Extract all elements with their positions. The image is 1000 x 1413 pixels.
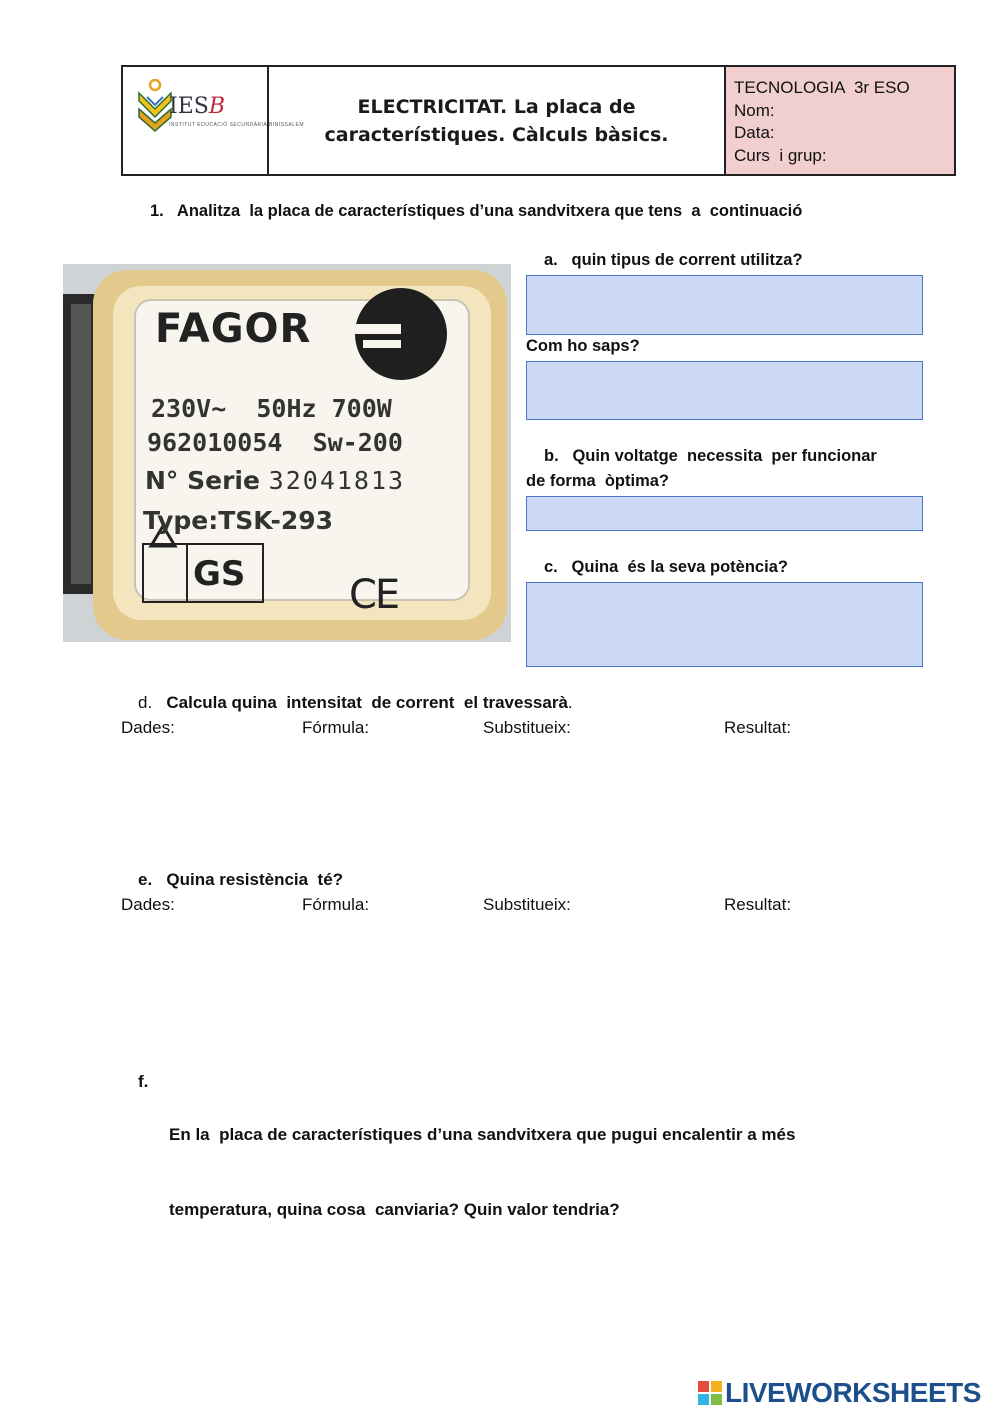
liveworksheets-blocks-icon	[698, 1381, 722, 1405]
question-e: e. Quina resistència té?	[138, 870, 344, 889]
answer-c-power[interactable]	[526, 582, 923, 667]
school-logo-subtitle: INSTITUT EDUCACIÓ SECUNDÀRIA BINISSALEM	[169, 122, 304, 128]
e-resultat-label: Resultat:	[724, 895, 792, 914]
school-logo-text: IESB	[169, 94, 225, 119]
question-c: c. Quina és la seva potència?	[544, 558, 788, 576]
plate-rating-line: 230V~ 50Hz 700W	[151, 394, 392, 423]
question-f: En la placa de característiques d’una sandvitxera que pugui encalentir a més temperatura, quina cosa canviaria? Quin valor tendria?	[169, 1125, 796, 1219]
ce-mark: CE	[349, 572, 399, 618]
answer-a-current-type[interactable]	[526, 275, 923, 335]
question-d: d. Calcula quina intensitat de corrent el travessarà.	[138, 693, 573, 712]
student-info-cell	[726, 67, 954, 174]
school-logo-cell	[123, 67, 304, 174]
e-substitueix-label: Substitueix:	[483, 895, 571, 914]
title-line-2: característiques. Càlculs bàsics.	[324, 123, 669, 146]
d-substitueix-label: Substitueix:	[483, 718, 571, 737]
d-resultat-label: Resultat:	[724, 718, 792, 737]
question-b-line-1: b. Quin voltatge necessita per funcionar	[544, 447, 877, 465]
d-dades-label: Dades:	[121, 718, 175, 737]
question-a: a. quin tipus de corrent utilitza?	[544, 251, 803, 269]
question-f-letter: f.	[138, 1072, 149, 1091]
e-formula-label: Fórmula:	[302, 895, 370, 914]
question-b-line-2: de forma òptima?	[526, 472, 670, 490]
rating-plate-photo	[63, 264, 511, 642]
answer-b-voltage[interactable]	[526, 496, 923, 531]
question-a-followup: Com ho saps?	[526, 337, 640, 355]
e-dades-label: Dades:	[121, 895, 175, 914]
name-label: Nom:	[734, 100, 775, 120]
liveworksheets-logo	[698, 1377, 981, 1409]
title-line-1: ELECTRICITAT. La placa de	[357, 95, 636, 118]
group-label: Curs i grup:	[734, 145, 827, 165]
subject-label: TECNOLOGIA 3r ESO	[734, 78, 910, 97]
plate-serial-line: N° Serie 32041813	[145, 466, 406, 495]
header-table	[121, 65, 956, 176]
worksheet-title	[269, 67, 726, 174]
plate-brand: FAGOR	[155, 306, 312, 352]
gs-mark: GS	[193, 554, 246, 594]
date-label: Data:	[734, 123, 775, 142]
answer-a-how-know[interactable]	[526, 361, 923, 420]
plate-model-line: 962010054 Sw-200	[147, 428, 403, 457]
question-1: 1. Analitza la placa de característiques d’una sandvitxera que tens a continuació	[150, 202, 803, 220]
plate-type-line: Type:TSK-293	[143, 506, 334, 535]
d-formula-label: Fórmula:	[302, 718, 370, 737]
liveworksheets-brand: LIVEWORKSHEETS	[725, 1377, 981, 1408]
